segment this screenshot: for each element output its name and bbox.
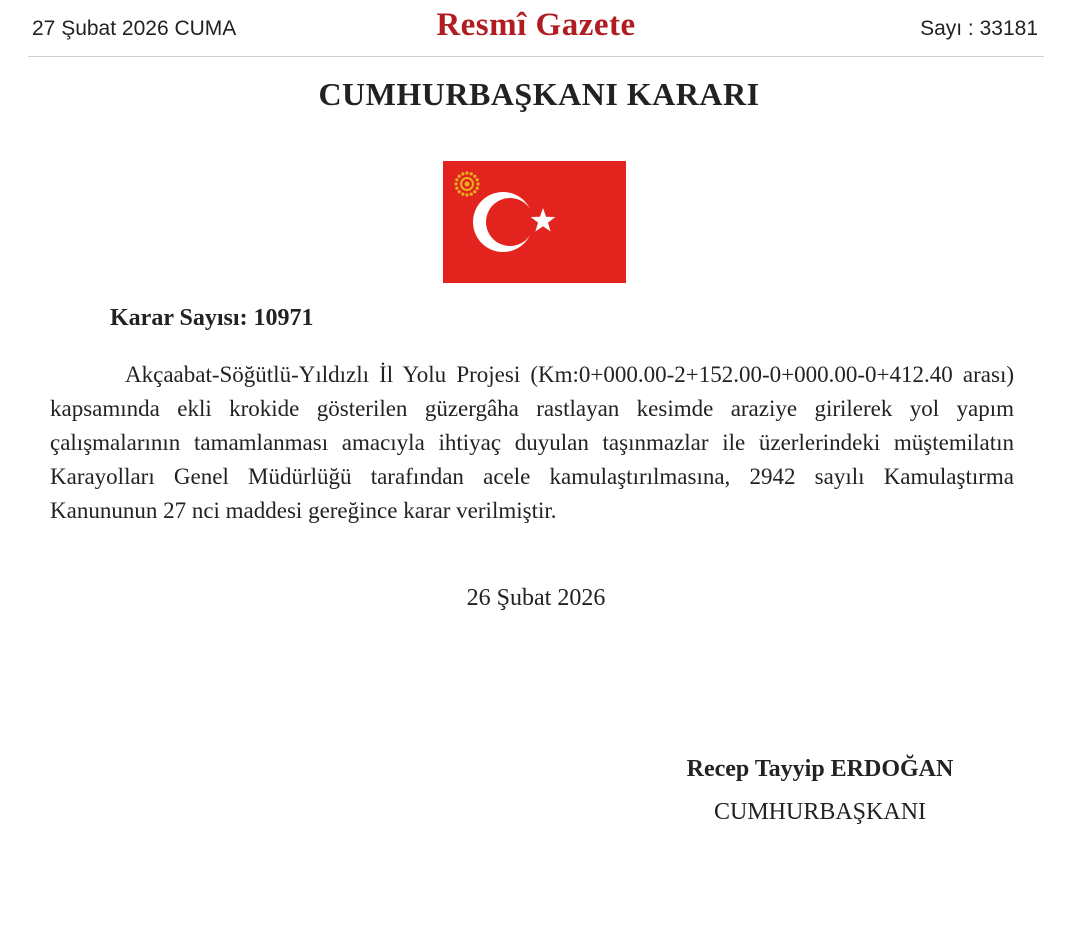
seal-star-icon [461, 172, 464, 175]
seal-star-icon [454, 182, 457, 185]
decision-body-text: Akçaabat-Söğütlü-Yıldızlı İl Yolu Projesi (Km:0+000.00-2+152.00-0+000.00-0+412.40 arası) kapsamında ekli krokide gösterilen güzergâha rastlayan kesimde araziye girilerek yol yapım çalışmalarının tamamlanması amacıyla ihtiyaç duyulan taşınmazlar ile üzerlerindeki müştemilatın Karayolları Genel Müdürlüğü tarafından acele kamulaştırılmasına, 2942 sayılı Kamulaştırma Kanununun 27 nci maddesi gereğince karar verilmiştir. [50, 362, 1014, 523]
seal-star-icon [461, 193, 464, 196]
seal-star-icon [473, 190, 476, 193]
seal-star-icon [470, 193, 473, 196]
issue-number: Sayı : 33181 [920, 17, 1038, 40]
seal-star-icon [458, 175, 461, 178]
seal-star-icon [476, 187, 479, 190]
publication-date: 27 Şubat 2026 CUMA [32, 17, 237, 40]
seal-star-icon [470, 172, 473, 175]
signer-title: CUMHURBAŞKANI [713, 799, 927, 825]
decision-date: 26 Şubat 2026 [466, 585, 606, 611]
seal-star-icon [473, 175, 476, 178]
seal-star-icon [458, 190, 461, 193]
seal-center-icon [465, 182, 470, 187]
gazette-header [28, 0, 1044, 57]
seal-star-icon [455, 178, 458, 181]
seal-star-icon [465, 171, 468, 174]
signer-name: Recep Tayyip ERDOĞAN [686, 756, 954, 782]
document-title: CUMHURBAŞKANI KARARI [318, 76, 760, 112]
seal-star-icon [455, 187, 458, 190]
gazette-title: Resmî Gazete [436, 7, 636, 43]
seal-star-icon [476, 182, 479, 185]
seal-star-icon [476, 178, 479, 181]
decision-number: Karar Sayısı: 10971 [110, 305, 314, 331]
turkish-flag-icon [443, 161, 626, 283]
seal-star-icon [465, 193, 468, 196]
